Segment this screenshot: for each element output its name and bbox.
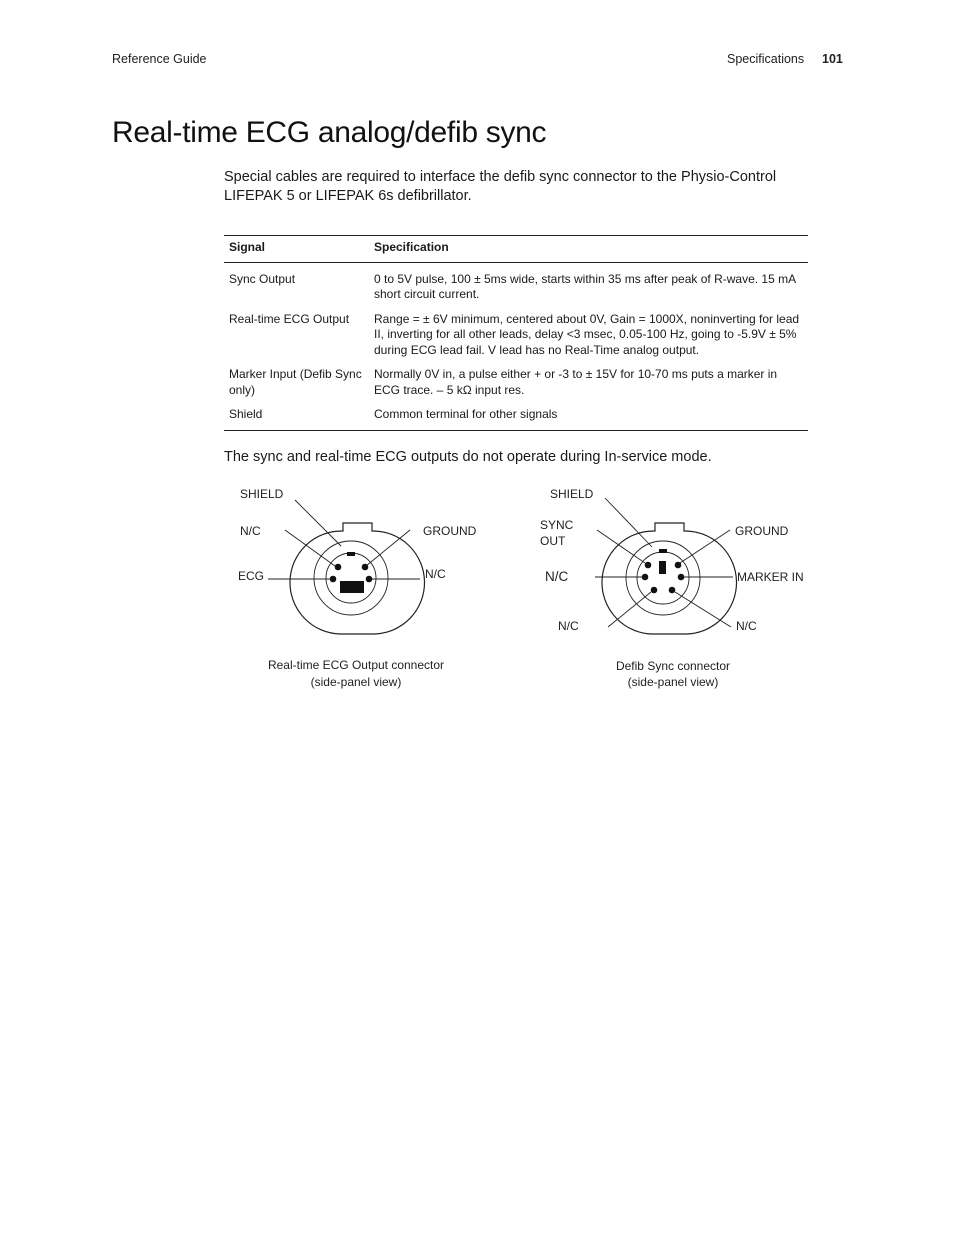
defib-label-nc-left: N/C [545, 569, 569, 584]
ecg-leader-line [285, 530, 335, 566]
inservice-note: The sync and real-time ECG outputs do not operate during In-service mode. [224, 449, 712, 465]
ecg-key-notch [347, 552, 355, 556]
defib-leader-line [675, 592, 731, 627]
defib-pin [645, 562, 652, 569]
ecg-label-nc-top: N/C [240, 524, 261, 538]
spec-cell: Common terminal for other signals [369, 403, 808, 430]
ecg-center-blade [340, 581, 364, 593]
spec-cell: Range = ± 6V minimum, centered about 0V, Gain = 1000X, noninverting for lead II, inverting for all other leads, delay <3 msec, 0.05-100 Hz, going to -5.9V ± 5% during ECG lead fail. V lead has no Real-Time analog output. [374, 311, 800, 357]
ecg-label-ecg: ECG [238, 569, 265, 583]
defib-pin [642, 574, 649, 581]
page-title: Real-time ECG analog/defib sync [112, 116, 547, 149]
ecg-label-nc-right: N/C [425, 567, 446, 581]
ecg-pin [335, 564, 342, 571]
ecg-pin [366, 576, 373, 583]
ecg-pin [330, 576, 337, 583]
defib-label-sync-line2: OUT [540, 534, 566, 548]
ecg-connector-diagram [238, 487, 477, 689]
ecg-caption-line1: Real-time ECG Output connector [267, 658, 445, 672]
intro-paragraph: Special cables are required to interface the defib sync connector to the Physio-Control LIFEPAK 5 or LIFEPAK 6s defibrillator. [224, 169, 777, 204]
defib-leader-line [608, 592, 651, 627]
defib-center-blade [659, 561, 666, 574]
defib-caption-line2: (side-panel view) [627, 675, 719, 689]
defib-pin [678, 574, 685, 581]
signal-cell: Sync Output [229, 271, 296, 286]
header-signal: Signal [224, 236, 369, 263]
running-header-left: Reference Guide [112, 52, 207, 66]
ecg-label-shield: SHIELD [240, 487, 284, 501]
spec-cell: 0 to 5V pulse, 100 ± 5ms wide, starts within 35 ms after peak of R-wave. 15 mA short circuit current. [374, 271, 796, 301]
defib-connector-diagram [540, 487, 804, 689]
signal-cell: Marker Input (Defib Sync only) [229, 367, 362, 397]
defib-label-ground: GROUND [735, 524, 789, 538]
defib-label-marker-in: MARKER IN [737, 570, 804, 584]
ecg-connector-body [290, 523, 425, 634]
defib-leader-line [597, 530, 645, 563]
spec-cell: Normally 0V in, a pulse either + or -3 to ± 15V for 10-70 ms puts a marker in ECG trace. – 5 kΩ input res. [374, 367, 778, 397]
ecg-caption-line2: (side-panel view) [310, 675, 402, 689]
ecg-label-ground: GROUND [423, 524, 477, 538]
defib-leader-line [605, 498, 652, 547]
signal-cell: Shield [224, 403, 369, 430]
header-specification: Specification [369, 236, 808, 263]
defib-pin [651, 587, 658, 594]
defib-label-nc-bottom-right: N/C [736, 619, 757, 633]
defib-pin [669, 587, 676, 594]
defib-label-shield: SHIELD [550, 487, 594, 501]
defib-caption-line1: Defib Sync connector [615, 659, 731, 673]
page-number: 101 [822, 52, 843, 66]
defib-label-nc-bottom-left: N/C [558, 619, 579, 633]
signal-cell: Real-time ECG Output [229, 311, 350, 326]
ecg-leader-line [295, 500, 341, 546]
defib-key-notch [659, 549, 667, 553]
defib-label-sync-line1: SYNC [540, 518, 574, 532]
running-header-section: Specifications [727, 52, 805, 66]
